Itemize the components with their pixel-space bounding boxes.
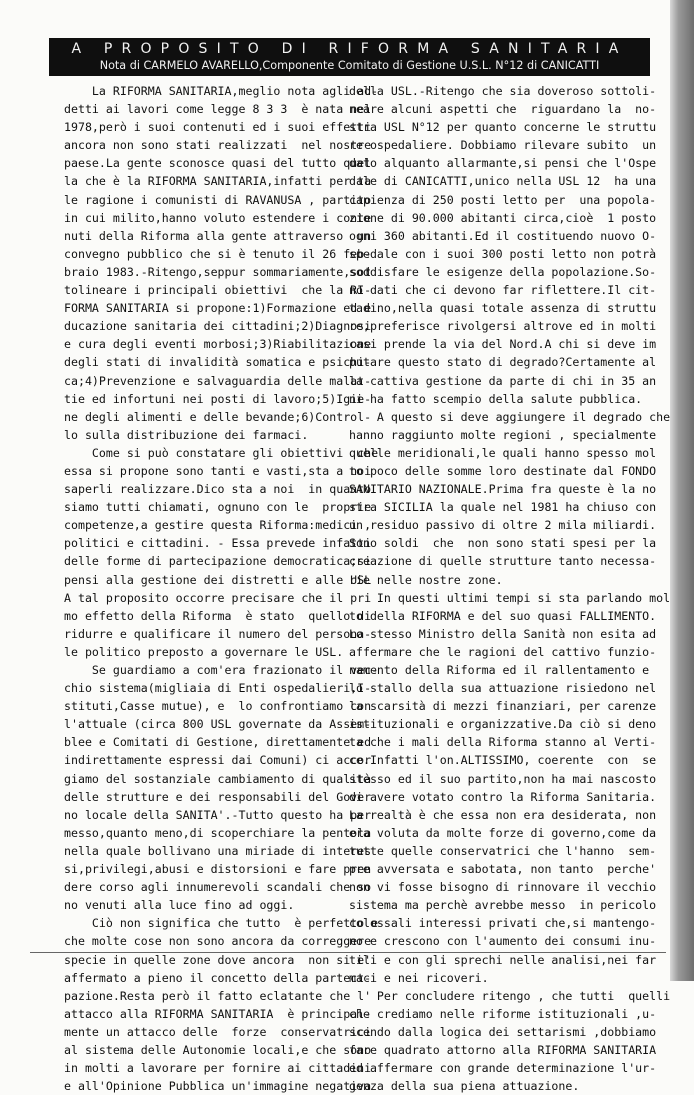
text-line: pre avversata e sabotata, non tanto perche' <box>349 862 657 877</box>
text-line: in molti a lavorare per fornire ai cittadini <box>64 1061 372 1076</box>
text-line: stituti,Casse mutue), e lo confrontiamo con <box>64 699 372 714</box>
text-line: non vi fosse bisogno di rinnovare il vecchio <box>349 880 657 895</box>
text-line: La realtà è che essa non era desiderata, non <box>349 807 657 822</box>
bottom-rule <box>30 952 666 953</box>
text-line: ta che i mali della Riforma stanno al Verti- <box>349 735 657 750</box>
text-line: l'attuale (circa 800 USL governate da Assem- <box>64 717 372 732</box>
text-line: Lo stesso Ministro della Sanità non esita ad <box>349 626 657 641</box>
right-text-column <box>349 82 671 1095</box>
text-line: tie ed infortuni nei posti di lavoro;5)Igie- <box>64 391 372 406</box>
text-line: istituzionali e organizzative.Da ciò si deno <box>349 717 657 732</box>
text-line: Per concludere ritengo , che tutti quelli <box>349 988 671 1003</box>
text-line: FORMA SANITARIA si propone:1)Formazione ed e <box>64 301 372 316</box>
text-line: re ospedaliere. Dobbiamo rilevare subito un <box>349 138 657 153</box>
text-line: era voluta da molte forze di governo,come da <box>349 825 657 840</box>
text-line: tutte quelle conservatrici che l'hanno sem- <box>349 843 657 858</box>
text-line: della USL.-Ritengo che sia doveroso sottoli- <box>349 84 657 98</box>
text-line: giamo del sostanziale cambiamento di qualità <box>64 771 372 786</box>
text-line: dato alquanto allarmante,si pensi che l'Ospe <box>349 156 657 171</box>
text-line: mente un attacco delle forze conservatrici <box>64 1024 372 1039</box>
text-line: ed affermare con grande determinazione l'ur- <box>349 1061 657 1076</box>
text-line: quelle meridionali,le quali hanno spesso mol <box>349 445 657 460</box>
text-line: no dati che ci devono far riflettere.Il cit- <box>349 283 657 298</box>
text-line: Ciò non significa che tutto è perfetto e <box>64 916 379 931</box>
text-line: rie nelle nostre zone. <box>349 572 503 587</box>
text-line: delle strutture e dei responsabili del Gover <box>64 789 372 804</box>
text-line: La RIFORMA SANITARIA,meglio nota agli ad- <box>64 84 379 98</box>
text-line: SANITARIO NAZIONALE.Prima fra queste è la no <box>349 482 657 497</box>
text-line: nuti della Riforma alla gente attraverso un <box>64 228 372 243</box>
text-line: e cura degli eventi morbosi;3)Riabilitazione <box>64 337 372 352</box>
text-line: tolineare i principali obiettivi che la RI- <box>64 283 372 298</box>
text-line: siamo tutti chiamati, ognuno con le proprie <box>64 500 372 515</box>
text-line: messo,quanto meno,di scoperchiare la pentola <box>64 825 372 840</box>
text-line: ce.Infatti l'on.ALTISSIMO, coerente con se <box>349 753 657 768</box>
text-line: affermare che le ragioni del cattivo funzio- <box>349 644 657 659</box>
text-line: lo sulla distribuzione dei farmaci. <box>64 427 309 442</box>
article-byline: Nota di CARMELO AVARELLO,Componente Comitato di Gestione U.S.L. N°12 di CANICATTI <box>99 59 600 72</box>
text-line: e all'Opinione Pubblica un'immagine negativa <box>64 1079 372 1094</box>
text-line: genza della sua piena attuazione. <box>349 1079 580 1094</box>
text-line: politici e cittadini. - Essa prevede infatti <box>64 536 372 551</box>
text-line: pensi alla gestione dei distretti e alle USL <box>64 572 372 587</box>
text-line: le ragione i comunisti di RAVANUSA , partito <box>64 192 372 207</box>
text-line: soddisfare le esigenze della popolazione.So- <box>349 264 657 279</box>
text-line: Se guardiamo a com'era frazionato il vec- <box>64 663 379 677</box>
text-line: ogni 360 abitanti.Ed il costituendo nuovo O- <box>349 228 657 243</box>
text-line: to poco delle somme loro destinate dal FONDO <box>349 463 657 478</box>
text-line: braio 1983.-Ritengo,seppur sommariamente,sot <box>64 264 372 279</box>
text-line: nella quale bollivano una miriade di interes <box>64 843 372 858</box>
text-line: scendo dalla logica dei settarismi ,dobbiamo <box>349 1024 657 1039</box>
text-line: hanno raggiunto molte regioni , specialmente <box>349 427 657 442</box>
text-line: delle forme di partecipazione democratica;si <box>64 554 372 569</box>
text-line: spedale con i suoi 300 posti letto non potrà <box>349 246 657 261</box>
text-line: stesso ed il suo partito,non ha mai nascosto <box>349 771 657 786</box>
text-line: la che è la RIFORMA SANITARIA,infatti per ta <box>64 174 372 189</box>
text-line: casi prende la via del Nord.A chi si deve im <box>349 337 657 352</box>
text-line: specie in quelle zone dove ancora non si e' <box>64 952 372 967</box>
text-line: ridurre e qualificare il numero del persona- <box>64 626 372 641</box>
scan-edge-shadow <box>670 0 694 981</box>
text-line: essa si propone sono tanti e vasti,sta a noi <box>64 463 372 478</box>
text-line: to della RIFORMA e del suo quasi FALLIMENTO. <box>349 608 657 623</box>
text-line: un residuo passivo di oltre 2 mila miliardi. <box>349 518 657 533</box>
text-line: che molte cose non sono ancora da correggere <box>64 934 372 949</box>
text-line: ducazione sanitaria dei cittadini;2)Diagnosi <box>64 319 372 334</box>
text-line: sistema ma perchè avrebbe messo in pericolo <box>349 898 657 913</box>
text-line: affermato a pieno il concetto della partect- <box>64 970 372 985</box>
text-line: no locale della SANITA'.-Tutto questo ha per <box>64 807 372 822</box>
text-line: ne degli alimenti e delle bevande;6)Control- <box>64 409 372 424</box>
article-header <box>49 38 650 76</box>
text-line: maci e nei ricoveri. <box>349 970 489 985</box>
text-line: al sistema delle Autonomie locali,e che sono <box>64 1042 372 1057</box>
text-line: Sono soldi che non sono stati spesi per la <box>349 536 657 551</box>
text-line: 1978,però i suoi contenuti ed i suoi effetti <box>64 120 372 135</box>
text-line: mo effetto della Riforma è stato quello di <box>64 608 372 623</box>
text-line: capienza di 250 posti letto per una popola- <box>349 192 657 207</box>
text-line: in cui milito,hanno voluto estendere i conte <box>64 210 372 225</box>
text-line: dale di CANICATTI,unico nella USL 12 ha una <box>349 174 657 189</box>
text-line: attacco alla RIFORMA SANITARIA è principal- <box>64 1006 372 1021</box>
text-line: tili e con gli sprechi nelle analisi,nei far <box>349 952 657 967</box>
text-line: dere corso agli innumerevoli scandali che so <box>64 880 372 895</box>
text-line: colossali interessi privati che,si mantengo- <box>349 916 657 931</box>
text-line: competenze,a gestire questa Riforma:medici , <box>64 518 372 533</box>
text-line: putare questo stato di degrado?Certamente al <box>349 355 657 370</box>
text-line: indirettamente espressi dai Comuni) ci accor <box>64 753 372 768</box>
text-line: si,privilegi,abusi e distorsioni e fare pren <box>64 862 372 877</box>
text-line: zione di 90.000 abitanti circa,cioè 1 posto <box>349 210 657 225</box>
text-line: In questi ultimi tempi si sta parlando mol <box>349 590 671 605</box>
text-line: creazione di quelle strutture tanto necessa- <box>349 554 657 569</box>
text-line: no e crescono con l'aumento dei consumi inu- <box>349 934 657 949</box>
text-line: ca;4)Prevenzione e salvaguardia delle malat- <box>64 373 372 388</box>
text-line: le politico preposto a governare le USL. <box>64 644 344 659</box>
text-line: re,preferisce rivolgersi altrove ed in molti <box>349 319 657 334</box>
left-text-column <box>64 82 379 1095</box>
text-line: detti ai lavori come legge 8 3 3 è nata nel <box>64 102 372 117</box>
text-line: A questo si deve aggiungere il degrado che <box>349 409 671 424</box>
text-line: la scarsità di mezzi finanziari, per carenze <box>349 699 657 714</box>
text-line: saperli realizzare.Dico sta a noi in quanto <box>64 482 372 497</box>
text-line: Come si può constatare gli obiettivi che <box>64 445 379 460</box>
text-line: paese.La gente sconosce quasi del tutto quel <box>64 156 372 171</box>
text-line: che crediamo nelle riforme istituzionali ,u- <box>349 1006 657 1021</box>
text-line: no venuti alla luce fino ad oggi. <box>64 898 295 913</box>
text-line: tadino,nella quasi totale assenza di struttu <box>349 301 657 316</box>
text-line: fare quadrato attorno alla RIFORMA SANITARIA <box>349 1042 657 1057</box>
text-line: stra SICILIA la quale nel 1981 ha chiuso con <box>349 500 657 515</box>
text-line: A tal proposito occorre precisare che il pri <box>64 590 372 605</box>
text-line: stra USL N°12 per quanto concerne le struttu <box>349 120 657 135</box>
text-line: la cattiva gestione da parte di chi in 35 an <box>349 373 657 388</box>
text-line: neare alcuni aspetti che riguardano la no- <box>349 102 657 117</box>
text-line: lo stallo della sua attuazione risiedono nel <box>349 681 657 696</box>
text-line: pazione.Resta però il fatto eclatante che l' <box>64 988 372 1003</box>
text-line: di avere votato contro la Riforma Sanitaria. <box>349 789 657 804</box>
text-line: ancora non sono stati realizzati nel nostre <box>64 138 372 153</box>
text-line: blee e Comitati di Gestione, direttamente ed <box>64 735 372 750</box>
text-line: namento della Riforma ed il rallentamento e <box>349 663 650 677</box>
text-line: chio sistema(migliaia di Enti ospedalieri,I- <box>64 681 372 696</box>
article-title: A PROPOSITO DI RIFORMA SANITARIA <box>71 41 628 57</box>
text-line: ni ha fatto scempio della salute pubblica. <box>349 391 643 406</box>
text-line: degli stati di invalidità somatica e psichi- <box>64 355 372 370</box>
text-line: convegno pubblico che si è tenuto il 26 feb- <box>64 246 372 261</box>
